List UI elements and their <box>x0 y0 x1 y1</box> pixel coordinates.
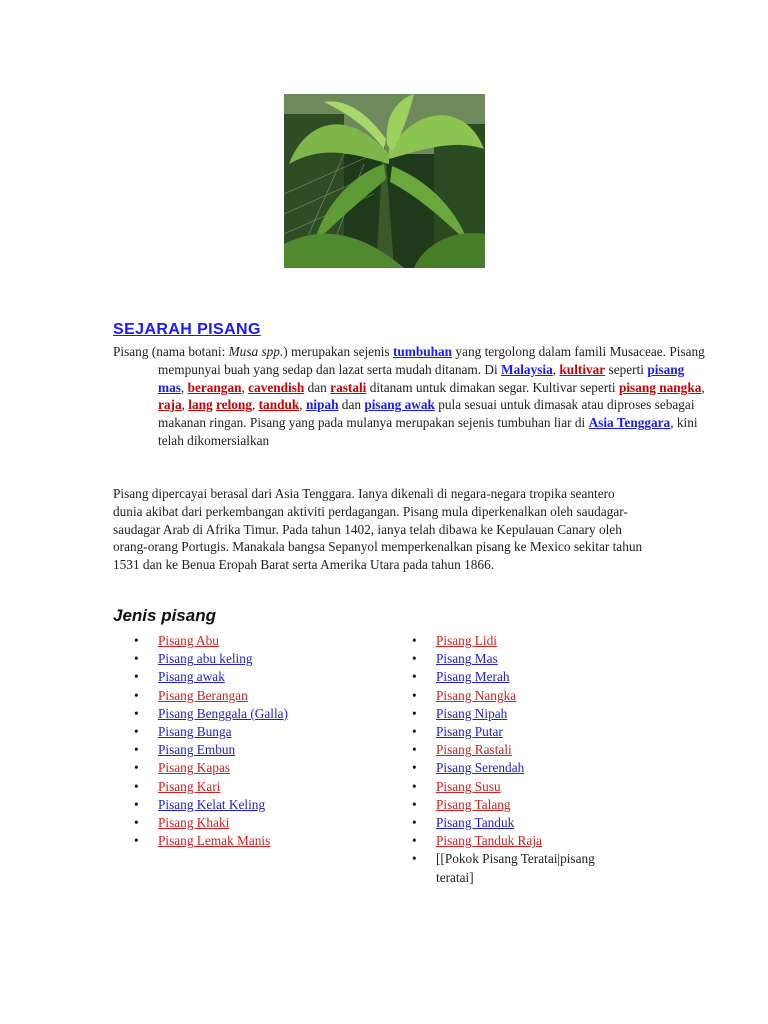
list-item[interactable]: • Pisang Serendah <box>408 759 628 777</box>
list-item[interactable]: • Pisang Embun <box>130 741 360 759</box>
list-item[interactable]: • Pisang Merah <box>408 668 628 686</box>
history-paragraph: Pisang (nama botani: Musa spp.) merupakan sejenis tumbuhan yang tergolong dalam famili Musaceae. Pisang mempunyai buah yang sedap dan lazat serta mudah ditanam. Di Malaysia, kultivar seperti pisang mas, berangan, cavendish dan rastali ditanam untuk dimakan segar. Kultivar seperti pisang nangka, raja, lang relong, tanduk, nipah dan pisang awak pula sesuai untuk dimasak atau diproses sebagai makanan ringan. Pisang yang pada mulanya merupakan sejenis tumbuhan liar di Asia Tenggara, kini telah dikomersialkan <box>113 344 705 448</box>
list-item[interactable]: • Pisang Abu <box>130 632 360 650</box>
link-kultivar[interactable]: kultivar <box>559 361 606 377</box>
list-item[interactable]: • Pisang Lidi <box>408 632 628 650</box>
link-tumbuhan[interactable]: tumbuhan <box>392 344 453 359</box>
list-item[interactable]: • Pisang awak <box>130 668 360 686</box>
list-item[interactable]: • Pisang Talang <box>408 796 628 814</box>
list-item[interactable]: • Pisang Kelat Keling <box>130 796 360 814</box>
list-item[interactable]: • Pisang Tanduk Raja <box>408 832 628 850</box>
link-malaysia[interactable]: Malaysia <box>501 361 553 377</box>
variety-list-right <box>408 632 628 887</box>
link-rastali[interactable]: rastali <box>330 379 367 395</box>
botanical-name: Musa spp. <box>228 344 284 359</box>
list-item[interactable]: • Pisang Nangka <box>408 687 628 705</box>
list-item[interactable]: • Pisang Lemak Manis <box>130 832 360 850</box>
link-pisang-awak[interactable]: pisang awak <box>364 397 435 413</box>
link-tanduk[interactable]: tanduk <box>258 397 300 413</box>
link-nipah[interactable]: nipah <box>305 397 339 413</box>
list-item[interactable]: • Pisang Kapas <box>130 759 360 777</box>
list-item[interactable]: • Pisang abu keling <box>130 650 360 668</box>
section-heading: Jenis pisang <box>113 606 216 625</box>
banana-plant-photo <box>284 94 485 268</box>
list-item[interactable]: • Pisang Nipah <box>408 705 628 723</box>
list-item[interactable]: • Pisang Kari <box>130 778 360 796</box>
link-cavendish[interactable]: cavendish <box>248 379 305 395</box>
list-item[interactable]: • Pisang Khaki <box>130 814 360 832</box>
page-title[interactable]: SEJARAH PISANG <box>113 321 261 338</box>
list-item[interactable]: • Pisang Rastali <box>408 741 628 759</box>
link-relong[interactable]: relong <box>216 397 252 413</box>
list-item[interactable]: • Pisang Benggala (Galla) <box>130 705 360 723</box>
list-item[interactable]: • Pisang Mas <box>408 650 628 668</box>
link-berangan[interactable]: berangan <box>187 379 242 395</box>
list-item[interactable]: • Pisang Putar <box>408 723 628 741</box>
link-pisang-mas[interactable]: pisang mas <box>158 361 685 395</box>
origin-paragraph: Pisang dipercayai berasal dari Asia Tenggara. Ianya dikenali di negara-negara tropika seantero dunia akibat dari perkembangan aktiviti perdagangan. Pisang mula diperkenalkan oleh saudagar-saudagar Arab di Afrika Timur. Pada tahun 1402, ianya telah dibawa ke Kepulauan Canary oleh orang-orang Portugis. Manakala bangsa Sepanyol memperkenalkan pisang ke Mexico sekitar tahun 1531 dan ke Benua Eropah Barat serta Amerika Utara pada tahun 1866. <box>113 486 643 573</box>
list-item[interactable]: • Pisang Susu <box>408 778 628 796</box>
variety-list-left <box>130 632 360 850</box>
list-item[interactable]: • Pisang Bunga <box>130 723 360 741</box>
list-item[interactable]: • Pisang Berangan <box>130 687 360 705</box>
list-item[interactable]: • Pisang Tanduk <box>408 814 628 832</box>
link-raja[interactable]: raja <box>158 397 182 413</box>
link-pisang-nangka[interactable]: pisang nangka <box>618 379 702 395</box>
list-item: • [[Pokok Pisang Teratai|pisang teratai] <box>408 850 628 886</box>
link-asia-tenggara[interactable]: Asia Tenggara <box>588 415 671 431</box>
link-lang[interactable]: lang <box>188 397 213 413</box>
